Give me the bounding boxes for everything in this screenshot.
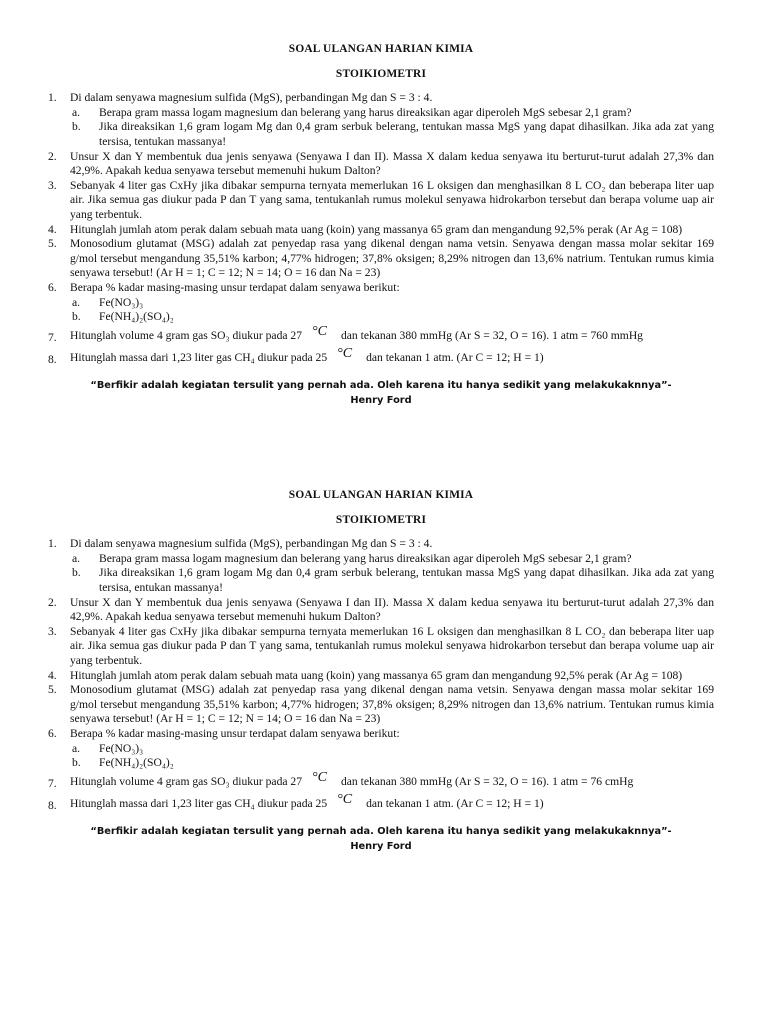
question-text: Berapa % kadar masing-masing unsur terdapat dalam senyawa berikut:	[70, 726, 400, 740]
question-number: 4.	[48, 222, 57, 236]
sub-question-list	[70, 296, 714, 325]
question-7	[48, 325, 714, 347]
question-4	[48, 669, 714, 684]
question-number: 2.	[48, 595, 57, 609]
worksheet-title: SOAL ULANGAN HARIAN KIMIA	[288, 489, 474, 501]
question-number: 5.	[48, 237, 57, 251]
question-text-before: Hitunglah volume 4 gram gas SO₃ diukur pada 27	[70, 774, 303, 788]
celsius-unit: °C	[337, 791, 353, 807]
sub-question-text: Berapa gram massa logam magnesium dan belerang yang harus direaksikan agar diperoleh MgS sebesar 2,1 gram?	[99, 551, 632, 565]
sub-question-text: Fe(NO₃)₃	[99, 295, 144, 309]
sub-question-list	[70, 552, 714, 596]
question-number: 5.	[48, 683, 57, 697]
question-number: 7.	[48, 776, 57, 790]
question-1	[48, 537, 714, 595]
celsius-unit: °C	[312, 323, 327, 339]
question-8	[48, 793, 714, 815]
sub-question-list	[70, 742, 714, 771]
worksheet-subtitle: STOIKIOMETRI	[335, 513, 427, 526]
worksheet-subtitle: STOIKIOMETRI	[335, 67, 427, 80]
sub-question-b	[72, 310, 714, 325]
sub-question-letter: b.	[72, 310, 81, 324]
question-number: 6.	[48, 726, 57, 740]
question-number: 3.	[48, 178, 57, 192]
sub-question-letter: b.	[72, 566, 81, 580]
quote-author: Henry Ford	[350, 840, 412, 852]
question-2	[48, 596, 714, 625]
question-number: 8.	[48, 352, 57, 366]
sub-question-b	[72, 120, 714, 149]
question-text: Di dalam senyawa magnesium sulfida (MgS), perbandingan Mg dan S = 3 : 4.	[70, 91, 433, 105]
sub-question-letter: b.	[72, 756, 81, 770]
question-text: Sebanyak 4 liter gas CxHy jika dibakar sempurna ternyata memerlukan 16 L oksigen dan menghasilkan 8 L CO₂ dan beberapa liter uap air. Jika semua gas diukur pada P dan T yang sama, tentukanlah rumus molekul senyawa hidrokarbon tersebut dan berapa volume uap air yang terbentuk.	[70, 178, 714, 221]
sub-question-list	[70, 106, 714, 150]
question-text: Monosodium glutamat (MSG) adalah zat penyedap rasa yang dikenal dengan nama vetsin. Senyawa dengan massa molar sekitar 169 g/mol tersebut mengandung 35,51% karbon; 4,77% hidrogen; 37,8% oksigen; 8,29% nitrogen dan 13,6% natrium. Tentukan rumus kimia senyawa tersebut! (Ar H = 1; C = 12; N = 14; O = 16 dan Na = 23)	[70, 683, 714, 726]
question-list	[48, 91, 714, 369]
quote-text: “Berfikir adalah kegiatan tersulit yang pernah ada. Oleh karena itu hanya sedikit yang melakukaknnya”-	[90, 825, 672, 837]
question-text: Unsur X dan Y membentuk dua jenis senyawa (Senyawa I dan II). Massa X dalam kedua senyawa itu berturut-turut adalah 27,3% dan 42,9%. Apakah kedua senyawa tersebut memenuhi hukum Dalton?	[70, 149, 714, 178]
sub-question-b	[72, 566, 714, 595]
question-5	[48, 683, 714, 727]
sub-question-text: Fe(NH₄)₂(SO₄)₂	[99, 756, 174, 770]
question-list	[48, 537, 714, 815]
question-7	[48, 771, 714, 793]
question-number: 6.	[48, 280, 57, 294]
worksheet-title: SOAL ULANGAN HARIAN KIMIA	[288, 43, 474, 55]
question-3	[48, 179, 714, 223]
question-number: 2.	[48, 149, 57, 163]
sub-question-letter: a.	[72, 295, 81, 309]
sub-question-letter: a.	[72, 551, 81, 565]
question-text: Monosodium glutamat (MSG) adalah zat penyedap rasa yang dikenal dengan nama vetsin. Senyawa dengan massa molar sekitar 169 g/mol tersebut mengandung 35,51% karbon; 4,77% hidrogen; 37,8% oksigen; 8,29% nitrogen dan 13,6% natrium. Tentukan rumus kimia senyawa tersebut! (Ar H = 1; C = 12; N = 14; O = 16 dan Na = 23)	[70, 237, 714, 280]
sub-question-letter: b.	[72, 120, 81, 134]
worksheet-section-1	[48, 42, 714, 408]
sub-question-a	[72, 296, 714, 311]
question-text: Unsur X dan Y membentuk dua jenis senyawa (Senyawa I dan II). Massa X dalam kedua senyawa itu berturut-turut adalah 27,3% dan 42,9%. Apakah kedua senyawa tersebut memenuhi hukum Dalton?	[70, 595, 714, 624]
question-text-after: dan tekanan 1 atm. (Ar C = 12; H = 1)	[366, 796, 544, 810]
question-number: 4.	[48, 668, 57, 682]
question-text: Sebanyak 4 liter gas CxHy jika dibakar sempurna ternyata memerlukan 16 L oksigen dan menghasilkan 8 L CO₂ dan beberapa liter uap air. Jika semua gas diukur pada P dan T yang sama, tentukanlah rumus molekul senyawa hidrokarbon tersebut dan berapa volume uap air yang terbentuk.	[70, 624, 714, 667]
sub-question-letter: a.	[72, 741, 81, 755]
quote-author: Henry Ford	[350, 394, 412, 406]
question-5	[48, 237, 714, 281]
question-6	[48, 727, 714, 771]
question-text: Hitunglah jumlah atom perak dalam sebuah mata uang (koin) yang massanya 65 gram dan mengandung 92,5% perak (Ar Ag = 108)	[70, 668, 683, 682]
sub-question-text: Berapa gram massa logam magnesium dan belerang yang harus direaksikan agar diperoleh MgS sebesar 2,1 gram?	[99, 105, 632, 119]
question-text-after: dan tekanan 380 mmHg (Ar S = 32, O = 16). 1 atm = 76 cmHg	[340, 774, 634, 788]
question-text-before: Hitunglah massa dari 1,23 liter gas CH₄ diukur pada 25	[70, 350, 328, 364]
celsius-unit: °C	[312, 769, 327, 785]
question-text-after: dan tekanan 1 atm. (Ar C = 12; H = 1)	[366, 350, 544, 364]
question-number: 1.	[48, 537, 57, 551]
celsius-unit: °C	[337, 345, 353, 361]
question-number: 1.	[48, 91, 57, 105]
sub-question-text: Jika direaksikan 1,6 gram logam Mg dan 0,4 gram serbuk belerang, tentukan massa MgS yang dapat dihasilkan. Jika ada zat yang tersisa, entukan massanya!	[99, 566, 714, 594]
sub-question-text: Fe(NO₃)₃	[99, 741, 144, 755]
question-text: Berapa % kadar masing-masing unsur terdapat dalam senyawa berikut:	[70, 280, 400, 294]
sub-question-letter: a.	[72, 105, 81, 119]
question-3	[48, 625, 714, 669]
sub-question-a	[72, 742, 714, 757]
worksheet-section-2	[48, 488, 714, 854]
question-text-before: Hitunglah volume 4 gram gas SO₃ diukur pada 27	[70, 328, 303, 342]
question-text-before: Hitunglah massa dari 1,23 liter gas CH₄ diukur pada 25	[70, 796, 328, 810]
sub-question-text: Jika direaksikan 1,6 gram logam Mg dan 0,4 gram serbuk belerang, tentukan massa MgS yang dapat dihasilkan. Jika ada zat yang tersisa, tentukan massanya!	[99, 120, 714, 148]
sub-question-a	[72, 106, 714, 121]
question-number: 8.	[48, 798, 57, 812]
question-4	[48, 223, 714, 238]
sub-question-a	[72, 552, 714, 567]
question-number: 3.	[48, 624, 57, 638]
question-text: Di dalam senyawa magnesium sulfida (MgS), perbandingan Mg dan S = 3 : 4.	[70, 537, 433, 551]
sub-question-b	[72, 756, 714, 771]
question-number: 7.	[48, 330, 57, 344]
quote-text: “Berfikir adalah kegiatan tersulit yang pernah ada. Oleh karena itu hanya sedikit yang melakukaknnya”-	[90, 379, 672, 391]
question-text-after: dan tekanan 380 mmHg (Ar S = 32, O = 16). 1 atm = 760 mmHg	[340, 328, 643, 342]
sub-question-text: Fe(NH₄)₂(SO₄)₂	[99, 310, 174, 324]
question-2	[48, 150, 714, 179]
question-8	[48, 347, 714, 369]
question-text: Hitunglah jumlah atom perak dalam sebuah mata uang (koin) yang massanya 65 gram dan mengandung 92,5% perak (Ar Ag = 108)	[70, 222, 683, 236]
question-6	[48, 281, 714, 325]
question-1	[48, 91, 714, 149]
